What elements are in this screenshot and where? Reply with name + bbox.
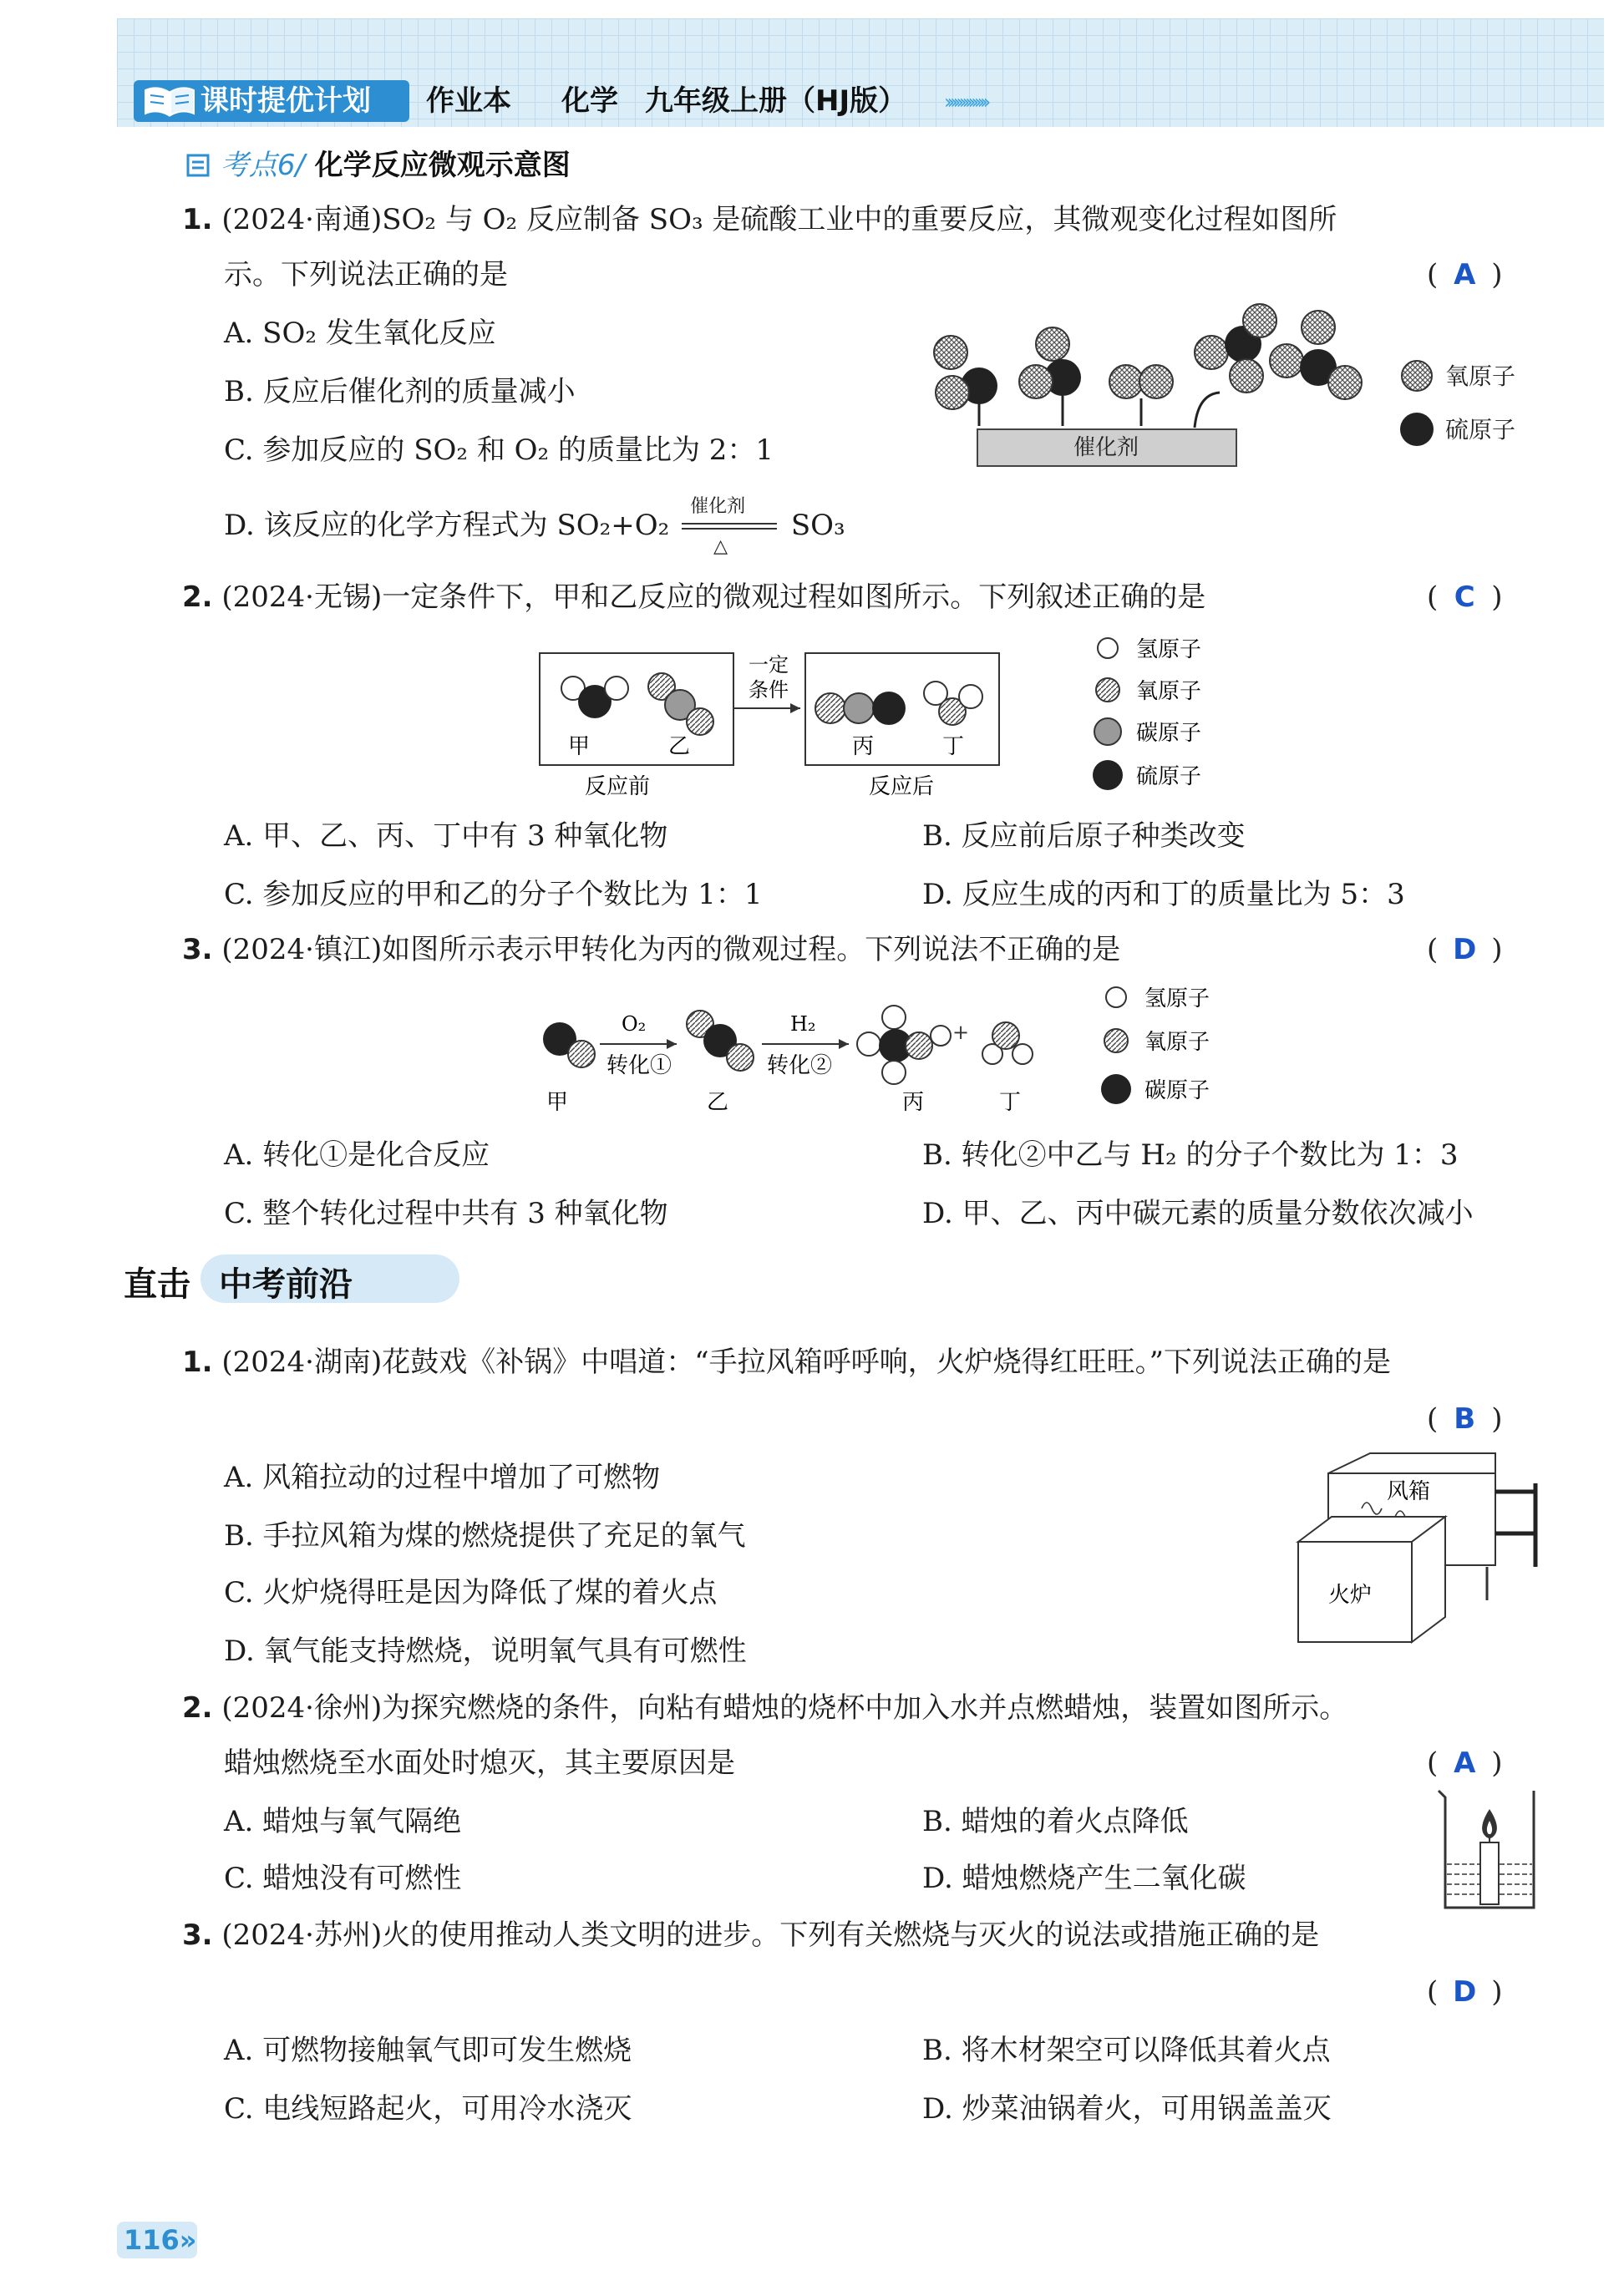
p2-q2-option-b: B. 蜡烛的着火点降低 [922, 1805, 1189, 1838]
q3-answer-value: D [1453, 933, 1477, 966]
p2-q1-stem: (2024·湖南)花鼓戏《补锅》中唱道：“手拉风箱呼呼响，火炉烧得红旺旺。”下列说法正确的是 [221, 1346, 1392, 1379]
brand-text: 课时提优计划 [200, 84, 371, 118]
legend-sulfur-icon [1093, 760, 1123, 790]
q1-option-c: C. 参加反应的 SO₂ 和 O₂ 的质量比为 2：1 [224, 433, 774, 467]
bellows-label: 风箱 [1387, 1479, 1431, 1504]
header-chevrons: ›››››››››››››› [944, 90, 987, 114]
q2-answer-value: C [1454, 580, 1475, 614]
legend-sulfur-label: 硫原子 [1445, 416, 1516, 443]
legend-hydrogen-icon [1098, 638, 1118, 658]
p2-q3-answer-value: D [1453, 1975, 1477, 2009]
p2-q2-answer: ( A ) [1427, 1744, 1503, 1782]
o2-molecule [1109, 365, 1173, 398]
q3-line1 [182, 930, 1120, 969]
p2-q3-option-b: B. 将木材架空可以降低其着火点 [922, 2034, 1331, 2067]
p2-q1-option-c: C. 火炉烧得旺是因为降低了煤的着火点 [224, 1576, 718, 1609]
q2-after-label: 反应后 [869, 774, 935, 799]
q3-yi-label: 乙 [707, 1090, 729, 1115]
catalyst-label: 催化剂 [1073, 435, 1139, 460]
legend-hydrogen: 氢原子 [1136, 637, 1202, 662]
q1-option-b: B. 反应后催化剂的质量减小 [224, 375, 576, 408]
section-header [117, 1251, 368, 1306]
q3-jia-label: 甲 [546, 1090, 569, 1115]
q3-option-b: B. 转化②中乙与 H₂ 的分子个数比为 1：3 [922, 1138, 1459, 1172]
header-book: 作业本 [426, 84, 511, 118]
legend-oxygen-icon [1402, 361, 1432, 391]
q2-option-c: C. 参加反应的甲和乙的分子个数比为 1：1 [224, 878, 763, 911]
q2-option-d: D. 反应生成的丙和丁的质量比为 5：3 [922, 878, 1405, 911]
q3-stem: (2024·镇江)如图所示表示甲转化为丙的微观过程。下列说法不正确的是 [221, 933, 1121, 966]
open-book-icon [142, 84, 197, 119]
p2-q2-stem: (2024·徐州)为探究燃烧的条件，向粘有蜡烛的烧杯中加入水并点燃蜡烛，装置如图所示。 [221, 1691, 1348, 1725]
bellows-furnace-figure [1287, 1450, 1554, 1667]
q2-ding-label: 丁 [942, 734, 965, 759]
q1-condition [678, 496, 782, 557]
q3-legend-oxygen: 氧原子 [1144, 1030, 1210, 1055]
legend-hydrogen-icon [1106, 987, 1126, 1007]
so2-molecule [1019, 327, 1081, 398]
q1-condition-bar1 [682, 523, 777, 525]
q3-option-c: C. 整个转化过程中共有 3 种氧化物 [224, 1197, 668, 1230]
legend-carbon-icon [1094, 718, 1121, 745]
q3-option-a: A. 转化①是化合反应 [224, 1138, 490, 1172]
p2-q3-option-a: A. 可燃物接触氧气即可发生燃烧 [224, 2034, 632, 2067]
q1-answer: ( A ) [1427, 256, 1503, 294]
q1-condition-bar2 [682, 528, 777, 530]
q2-option-b: B. 反应前后原子种类改变 [922, 819, 1246, 853]
p2-q2-option-a: A. 蜡烛与氧气隔绝 [224, 1805, 462, 1838]
p2-q3-option-c: C. 电线短路起火，可用冷水浇灭 [224, 2092, 632, 2126]
p2-q1-option-a: A. 风箱拉动的过程中增加了可燃物 [224, 1461, 661, 1494]
q1-line2: 示。下列说法正确的是 [224, 258, 508, 291]
p2-q1-answer-value: B [1454, 1402, 1476, 1436]
q3-legend-hydrogen: 氢原子 [1144, 986, 1210, 1011]
legend-carbon: 碳原子 [1136, 721, 1202, 746]
p2-q2-line1 [182, 1689, 1347, 1727]
beaker-candle-icon [1435, 1787, 1544, 1913]
header-grade: 九年级上册（HJ版） [645, 84, 907, 118]
section-title-2: 中考前沿 [219, 1265, 353, 1304]
q1-number: 1. [182, 203, 213, 236]
q3-o2: O₂ [622, 1012, 647, 1036]
p2-q1-option-d: D. 氧气能支持燃烧，说明氧气具有可燃性 [224, 1635, 747, 1668]
topic-title [185, 142, 571, 183]
p2-q3-number: 3. [182, 1918, 213, 1952]
q2-arrow-head [790, 703, 800, 713]
q1-condition-top: 催化剂 [690, 496, 746, 517]
q1-option-d-product: SO₃ [790, 509, 845, 542]
p2-q2-option-c: C. 蜡烛没有可燃性 [224, 1862, 462, 1895]
legend-carbon-icon [1101, 1074, 1131, 1104]
p2-q3-stem: (2024·苏州)火的使用推动人类文明的进步。下列有关燃烧与灭火的说法或措施正确的是 [221, 1918, 1320, 1952]
q3-number: 3. [182, 933, 213, 966]
arrow-up [1195, 393, 1220, 428]
q3-option-d: D. 甲、乙、丙中碳元素的质量分数依次减小 [922, 1197, 1474, 1230]
q1-figure [919, 302, 1571, 486]
q2-answer: ( C ) [1427, 578, 1503, 616]
q2-line1 [182, 578, 1205, 616]
p2-q1-number: 1. [182, 1346, 213, 1379]
p2-q1-answer: ( B ) [1427, 1400, 1503, 1438]
q3-conv2: 转化② [767, 1053, 833, 1078]
p2-q2-line2: 蜡烛燃烧至水面处时熄灭，其主要原因是 [224, 1746, 735, 1780]
q1-option-a: A. SO₂ 发生氧化反应 [224, 317, 496, 350]
q1-condition-bottom: △ [713, 536, 728, 557]
topic-text: 化学反应微观示意图 [314, 149, 571, 182]
q2-option-a: A. 甲、乙、丙、丁中有 3 种氧化物 [224, 819, 668, 853]
topic-tag: 考点6/ [220, 149, 305, 182]
p2-q3-line1 [182, 1916, 1319, 1954]
q2-number: 2. [182, 580, 213, 614]
so3-molecule [1195, 304, 1276, 393]
q3-answer: ( D ) [1427, 930, 1503, 969]
q2-bing-label: 丙 [852, 734, 875, 759]
legend-oxygen: 氧原子 [1136, 679, 1202, 704]
header-subject: 化学 [561, 84, 618, 118]
q2-cond2: 条件 [749, 678, 789, 702]
legend-sulfur: 硫原子 [1136, 764, 1202, 789]
q3-h2: H₂ [790, 1012, 816, 1036]
document-icon [185, 153, 211, 178]
p2-q3-option-d: D. 炒菜油锅着火，可用锅盖盖灭 [922, 2092, 1332, 2126]
page-number: 116» [117, 2222, 197, 2258]
q2-before-label: 反应前 [585, 774, 651, 799]
page-number-text: 116 [124, 2224, 180, 2256]
legend-oxygen-icon [1104, 1029, 1128, 1052]
legend-oxygen-label: 氧原子 [1445, 362, 1516, 390]
so3-molecule [1270, 311, 1362, 399]
q3-figure [535, 982, 1537, 1124]
q2-jia-label: 甲 [568, 734, 591, 759]
q3-conv1: 转化① [606, 1053, 672, 1078]
q1-option-d-prefix: D. 该反应的化学方程式为 SO₂+O₂ [224, 509, 670, 542]
q2-stem: (2024·无锡)一定条件下，甲和乙反应的微观过程如图所示。下列叙述正确的是 [221, 580, 1206, 614]
q3-bing-label: 丙 [902, 1090, 925, 1115]
q2-figure [535, 628, 1537, 803]
p2-q3-answer: ( D ) [1427, 1973, 1503, 2011]
q2-cond1: 一定 [749, 653, 789, 677]
p2-q1-option-b: B. 手拉风箱为煤的燃烧提供了充足的氧气 [224, 1519, 746, 1553]
so2-molecule [934, 336, 997, 409]
q1-option-d [224, 496, 845, 557]
q3-legend-carbon: 碳原子 [1144, 1078, 1210, 1103]
p2-q2-number: 2. [182, 1691, 213, 1725]
q1-answer-value: A [1454, 258, 1476, 291]
section-title-1: 直击 [124, 1265, 190, 1304]
p2-q2-option-d: D. 蜡烛燃烧产生二氧化碳 [922, 1862, 1246, 1895]
p2-q1-line1 [182, 1343, 1391, 1381]
legend-sulfur-icon [1400, 413, 1434, 446]
p2-q2-answer-value: A [1454, 1746, 1476, 1780]
q2-yi-label: 乙 [668, 734, 691, 759]
svg-text:+: + [952, 1021, 970, 1044]
q1-stem: (2024·南通)SO₂ 与 O₂ 反应制备 SO₃ 是硫酸工业中的重要反应，其微观变化过程如图所 [221, 203, 1337, 236]
q3-ding-label: 丁 [999, 1090, 1022, 1115]
q1-line1 [182, 200, 1337, 239]
furnace-label: 火炉 [1328, 1583, 1373, 1608]
legend-oxygen-icon [1096, 678, 1119, 702]
